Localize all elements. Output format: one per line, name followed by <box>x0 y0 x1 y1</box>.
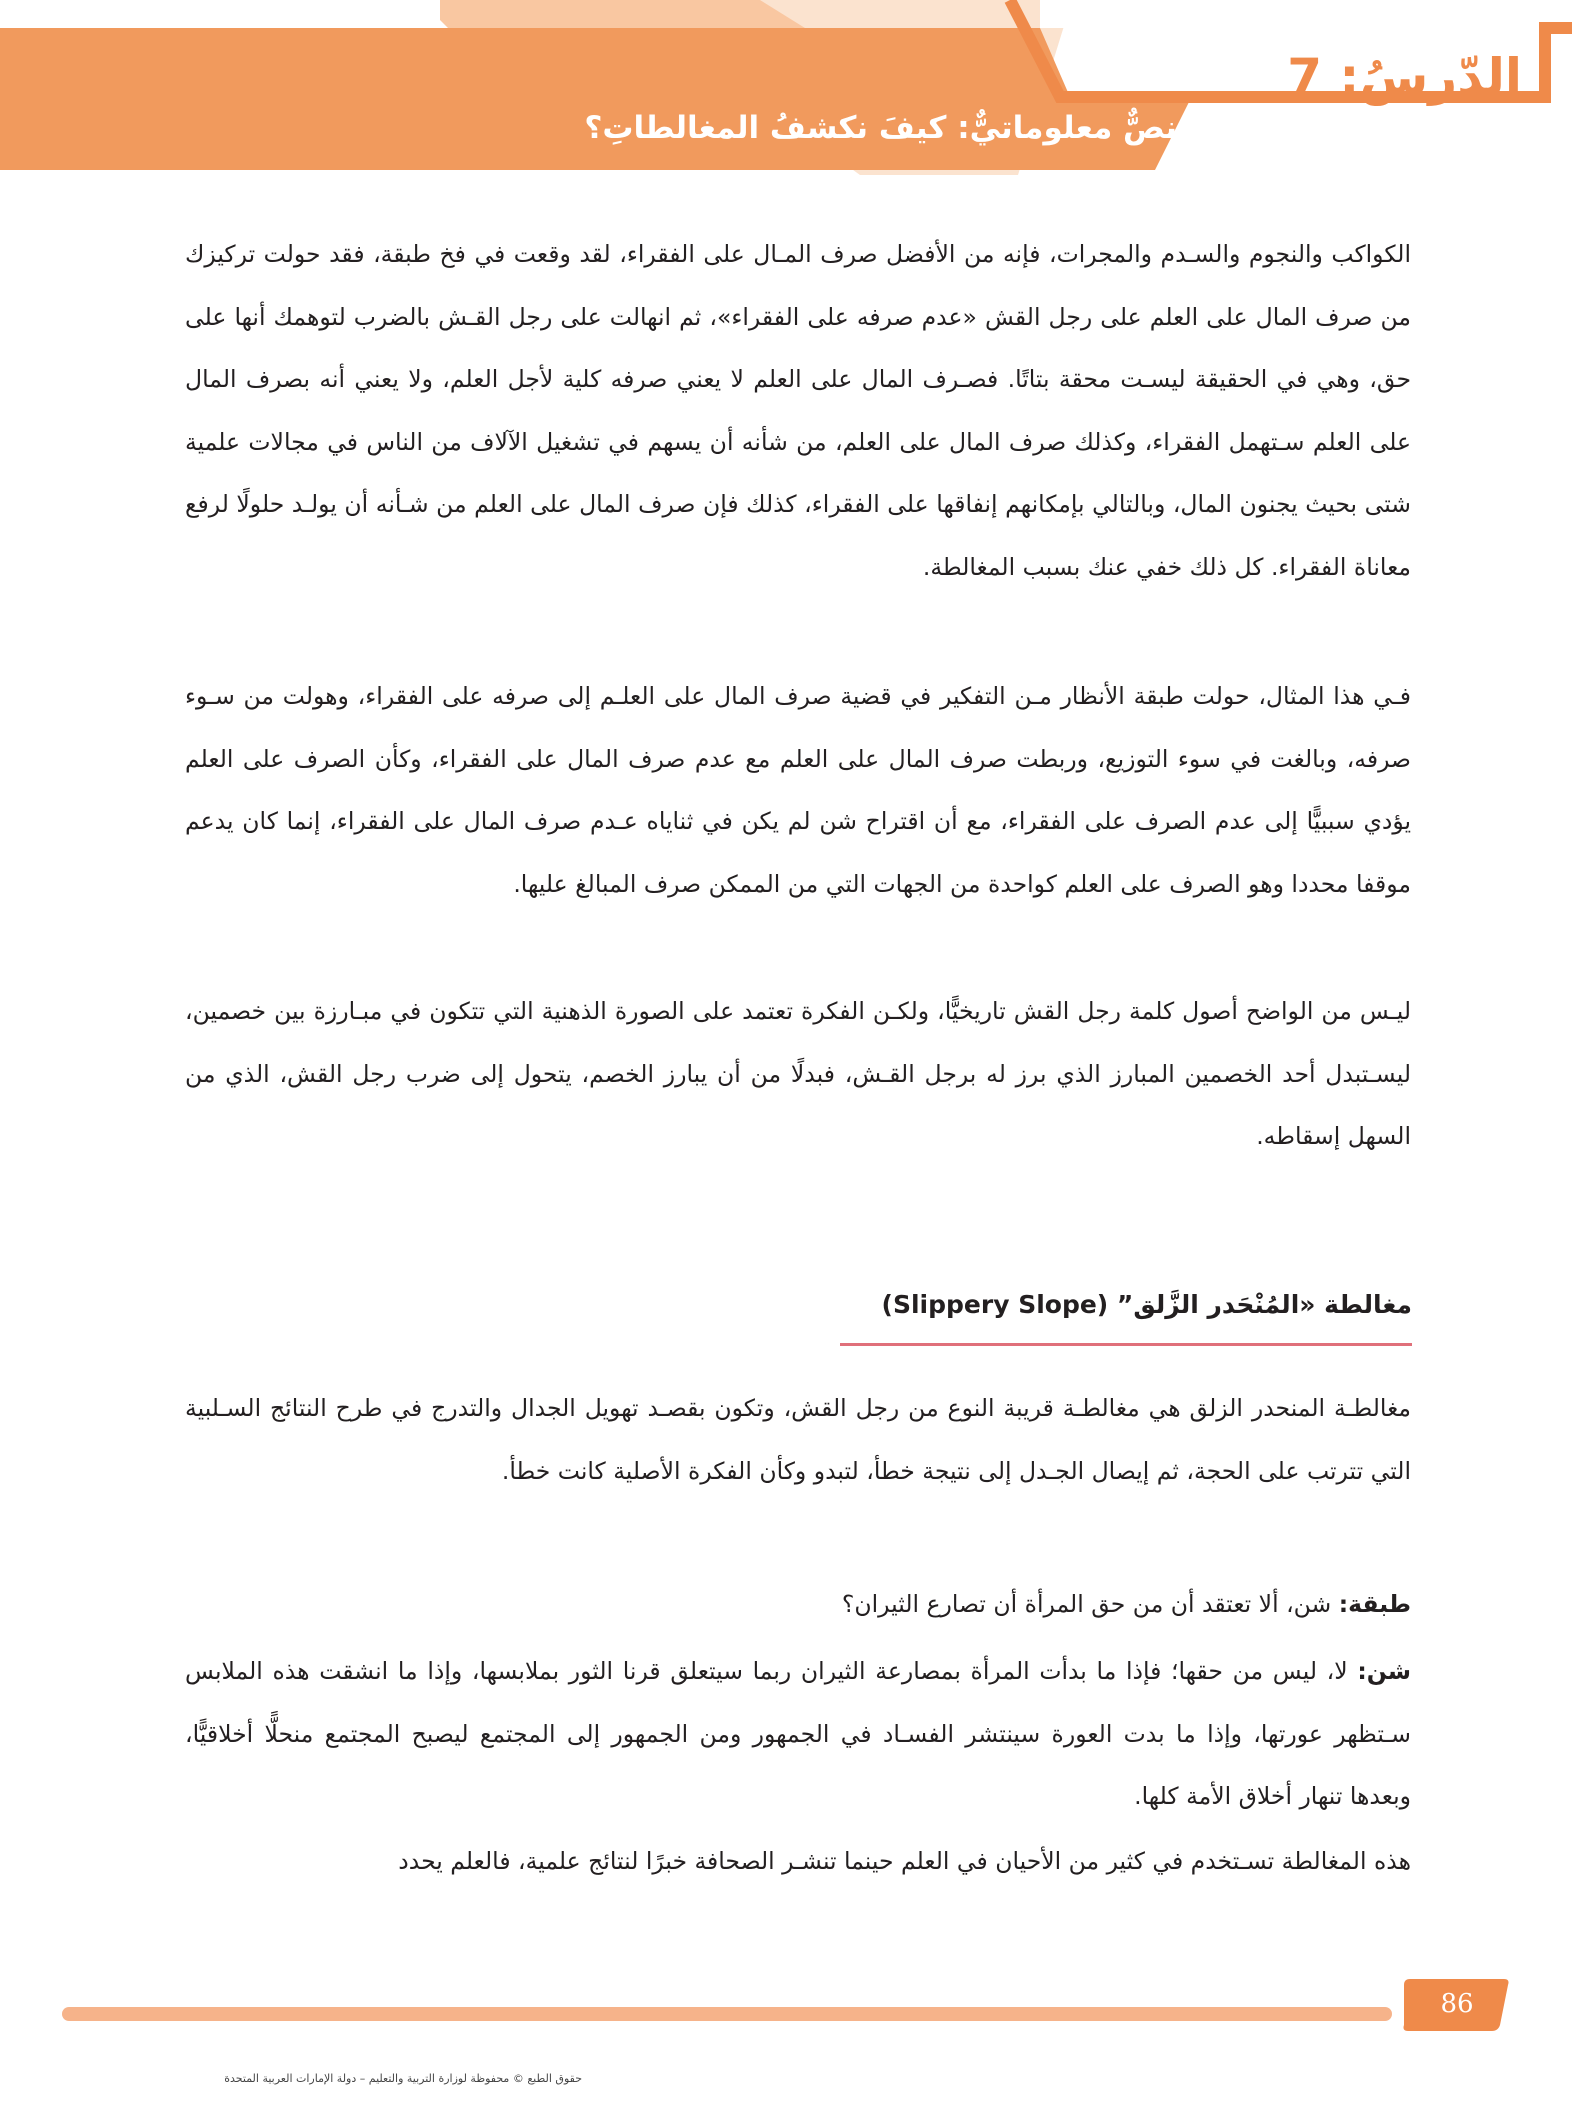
copyright-notice: حقوق الطبع © محفوظة لوزارة التربية والتعليم – دولة الإمارات العربية المتحدة <box>224 2072 582 2085</box>
paragraph-straw-man-explanation <box>185 223 1411 598</box>
lesson-title: الدّرسُ: 7 <box>1287 48 1522 106</box>
lesson-subtitle: نصٌّ معلوماتيٌّ: كيفَ نكشفُ المغالطاتِ؟ <box>584 110 1177 146</box>
paragraph-text: مغالطـة المنحدر الزلق هي مغالطـة قريبة النوع من رجل القش، وتكون بقصـد تهويل الجدال والتدرج في طرح النتائج السـلبية التي تترتب على الحجة، ثم إيصال الجـدل إلى نتيجة خطأ، لتبدو وكأن الفكرة الأصلية كانت خطأ. <box>185 1394 1411 1485</box>
paragraph-text: ليـس من الواضح أصول كلمة رجل القش تاريخيًّا، ولكـن الفكرة تعتمد على الصورة الذهنية التي تتكون في مبـارزة بين خصمين، ليسـتبدل أحد الخصمين المبارز الذي برز له برجل القـش، فبدلًا من أن يبارز الخصم، يتحول إلى ضرب رجل القش، الذي من السهل إسقاطه. <box>185 997 1411 1150</box>
section-heading-slippery-slope: مغالطة «المُنْحَدر الزَّلق” (Slippery Slope) <box>881 1290 1412 1319</box>
dialogue-content: لا، ليس من حقها؛ فإذا ما بدأت المرأة بمصارعة الثيران ربما سيتعلق قرنا الثور بملابسها، وإذا ما انشقت هذه الملابس سـتظهر عورتها، وإذا ما بدت العورة سينتشر الفسـاد في الجمهور ومن الجمهور إلى المجتمع ليصبح المجتمع منحلًّا أخلاقيًّا، وبعدها تنهار أخلاق الأمة كلها. <box>185 1657 1411 1810</box>
speaker-label: طبقة: <box>1338 1590 1411 1618</box>
paragraph-text: فـي هذا المثال، حولت طبقة الأنظار مـن التفكير في قضية صرف المال على العلـم إلى صرفه على الفقراء، وهولت من سـوء صرفه، وبالغت في سوء التوزيع، وربطت صرف المال على العلم مع عدم صرف المال على الفقراء، وكأن الصرف على العلم يؤدي سببيًّا إلى عدم الصرف على الفقراء، مع أن اقتراح شن لم يكن في ثناياه عـدم صرف المال على الفقراء، إنما كان يدعم موقفا محددا وهو الصرف على العلم كواحدة من الجهات التي من الممكن صرف المبالغ عليها. <box>185 682 1411 898</box>
dialogue-text <box>185 1640 1411 1828</box>
paragraph-text: هذه المغالطة تسـتخدم في كثير من الأحيان في العلم حينما تنشـر الصحافة خبرًا لنتائج علمية، فالعلم يحدد <box>398 1847 1411 1875</box>
section-underline <box>840 1343 1412 1346</box>
paragraph-slippery-slope-definition <box>185 1377 1411 1502</box>
paragraph-science-usage <box>185 1830 1411 1893</box>
footer-bar <box>62 2007 1392 2021</box>
header-top-light <box>1040 0 1572 28</box>
speaker-label: شن: <box>1357 1657 1411 1685</box>
paragraph-text: الكواكب والنجوم والسـدم والمجرات، فإنه من الأفضل صرف المـال على الفقراء، لقد وقعت في فخ طبقة، فقد حولت تركيزك من صرف المال على العلم على رجل القش «عدم صرفه على الفقراء»، ثم انهالت على رجل القـش بالضرب لتوهمك أنها على حق، وهي في الحقيقة ليسـت محقة بتاتًا. فصـرف المال على العلم لا يعني صرفه كلية لأجل العلم، ولا يعني أنه بصرف المال على العلم سـتهمل الفقراء، وكذلك صرف المال على العلم، من شأنه أن يسهم في تشغيل الآلاف من الناس في مجالات علمية شتى بحيث يجنون المال، وبالتالي بإمكانهم إنفاقها على الفقراء، كذلك فإن صرف المال على العلم من شـأنه أن يولـد حلولًا لرفع معاناة الفقراء. كل ذلك خفي عنك بسبب المغالطة. <box>185 240 1411 581</box>
page-number: 86 <box>1440 1989 1474 2019</box>
dialogue-line-tabaqa <box>185 1573 1411 1636</box>
dialogue-text <box>185 1573 1411 1636</box>
paragraph-straw-man-origin <box>185 980 1411 1168</box>
paragraph-example-analysis <box>185 665 1411 915</box>
header-orange-band <box>0 28 1190 170</box>
dialogue-line-shan <box>185 1640 1411 1828</box>
dialogue-content: شن، ألا تعتقد أن من حق المرأة أن تصارع الثيران؟ <box>841 1590 1339 1618</box>
header-white-cut <box>0 0 440 28</box>
